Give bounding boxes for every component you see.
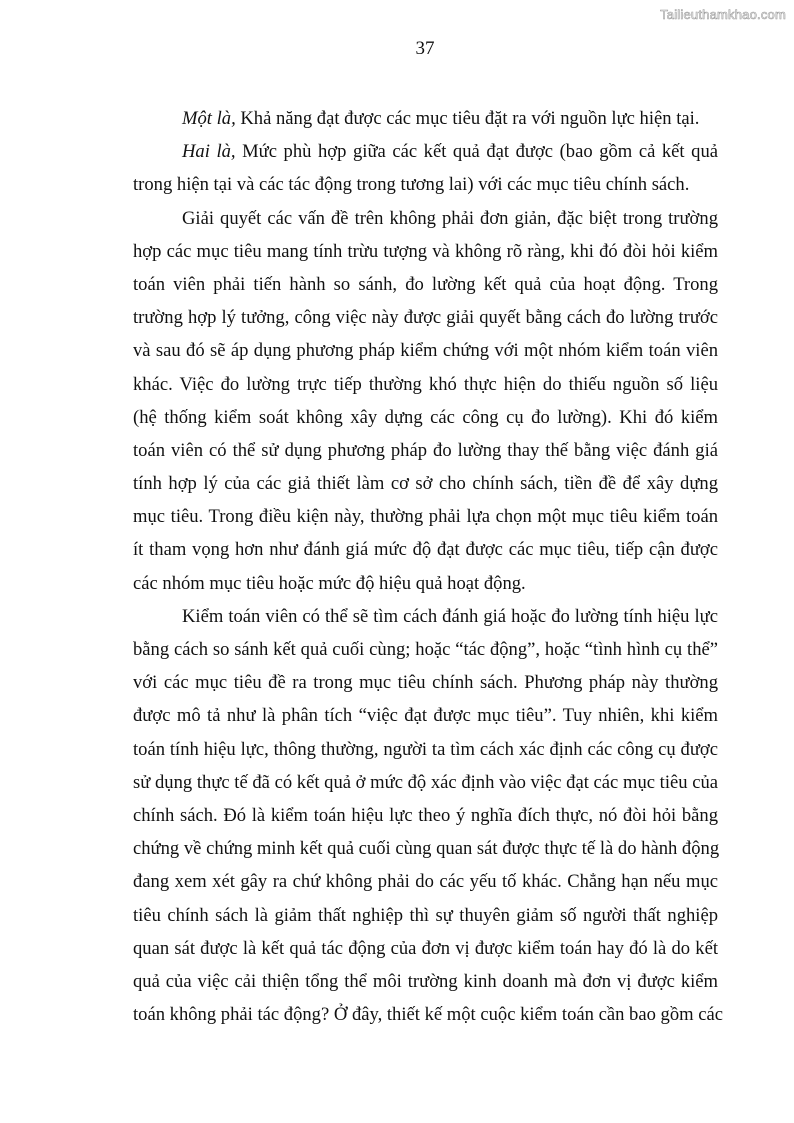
text-line: trường hợp lý tưởng, công việc này được giải quyết bằng cách đo lường trước [133, 307, 718, 329]
text-line: toán tính hiệu lực, thông thường, người ta tìm cách xác định các công cụ được [133, 738, 718, 760]
text-line: toán viên phải tiến hành so sánh, đo lường kết quả của hoạt động. Trong [133, 273, 718, 295]
text-line: ít tham vọng hơn như đánh giá mức độ đạt được các mục tiêu, tiếp cận được [133, 539, 718, 561]
text-line: (hệ thống kiểm soát không xây dựng các công cụ đo lường). Khi đó kiểm [133, 406, 718, 428]
paragraph [133, 600, 723, 1031]
text-line: khác. Việc đo lường trực tiếp thường khó thực hiện do thiếu nguồn số liệu [133, 373, 718, 395]
body-text [133, 102, 723, 1031]
line-text: Mức phù hợp giữa các kết quả đạt được (bao gồm cả kết quả [242, 141, 718, 163]
text-line: được mô tả như là phân tích “việc đạt được mục tiêu”. Tuy nhiên, khi kiểm [133, 705, 718, 727]
text-line: đang xem xét gây ra chứ không phải do các yếu tố khác. Chẳng hạn nếu mục [133, 871, 718, 893]
text-line: toán không phải tác động? Ở đây, thiết kế một cuộc kiểm toán cần bao gồm các [133, 1004, 723, 1026]
text-line: và sau đó sẽ áp dụng phương pháp kiểm chứng với một nhóm kiểm toán viên [133, 340, 718, 362]
text-line: tính hợp lý của các giả thiết làm cơ sở cho chính sách, tiền đề để xây dựng [133, 473, 718, 495]
text-line: mục tiêu. Trong điều kiện này, thường phải lựa chọn một mục tiêu kiểm toán [133, 506, 718, 528]
text-line: toán viên có thể sử dụng phương pháp đo lường thay thế bằng việc đánh giá [133, 439, 718, 461]
text-line: Kiểm toán viên có thể sẽ tìm cách đánh giá hoặc đo lường tính hiệu lực [182, 605, 718, 627]
text-line [133, 135, 718, 168]
paragraph-lead: Hai là, [182, 141, 236, 163]
text-line: hợp các mục tiêu mang tính trừu tượng và không rõ ràng, khi đó đòi hỏi kiểm [133, 240, 718, 262]
text-line: các nhóm mục tiêu hoặc mức độ hiệu quả hoạt động. [133, 572, 526, 594]
paragraph [133, 202, 718, 600]
paragraph [133, 135, 718, 201]
text-line: trong hiện tại và các tác động trong tương lai) với các mục tiêu chính sách. [133, 174, 690, 196]
page-number: 37 [415, 38, 435, 59]
watermark: Tailieuthamkhao.com [660, 7, 786, 22]
paragraph [133, 102, 718, 135]
text-line: Giải quyết các vấn đề trên không phải đơn giản, đặc biệt trong trường [182, 207, 718, 229]
text-line: với các mục tiêu đề ra trong mục tiêu chính sách. Phương pháp này thường [133, 672, 718, 694]
text-line: chứng về chứng minh kết quả cuối cùng quan sát được thực tế là do hành động [133, 838, 720, 860]
text-line: quan sát được là kết quả tác động của đơn vị được kiểm toán hay đó là do kết [133, 937, 718, 959]
text-line [133, 102, 718, 135]
text-line: bằng cách so sánh kết quả cuối cùng; hoặc “tác động”, hoặc “tình hình cụ thể” [133, 639, 718, 660]
paragraph-lead: Một là, [182, 108, 236, 129]
text-line: chính sách. Đó là kiểm toán hiệu lực theo ý nghĩa đích thực, nó đòi hỏi bằng [133, 804, 718, 826]
text-line: quả của việc cải thiện tổng thể môi trường kinh doanh mà đơn vị được kiểm [133, 970, 718, 992]
line-text: Khả năng đạt được các mục tiêu đặt ra với nguồn lực hiện tại. [240, 108, 700, 129]
text-line: sử dụng thực tế đã có kết quả ở mức độ xác định vào việc đạt các mục tiêu của [133, 771, 718, 793]
text-line: tiêu chính sách là giảm thất nghiệp thì sự thuyên giảm số người thất nghiệp [133, 904, 718, 926]
